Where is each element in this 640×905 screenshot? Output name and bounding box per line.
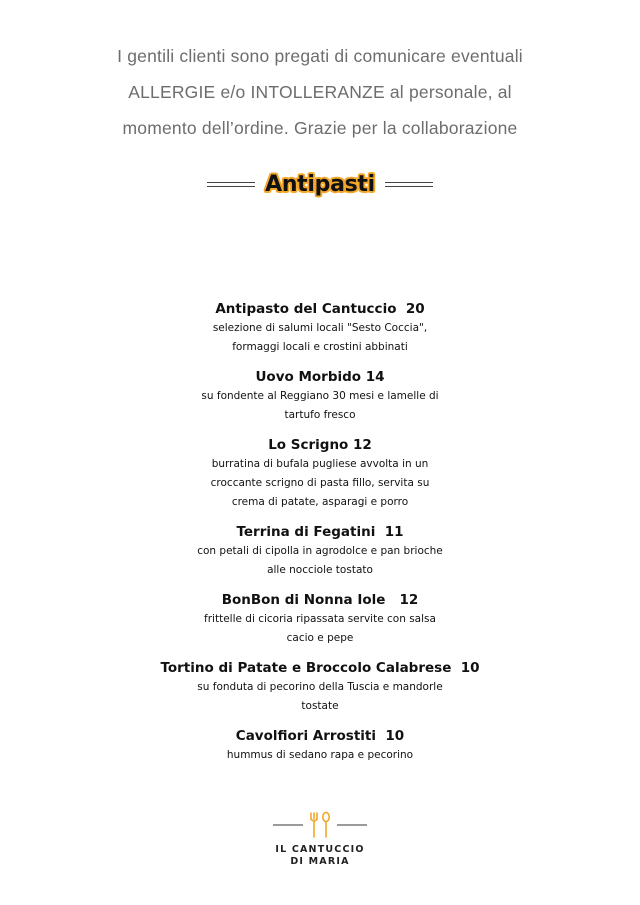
- menu-item-name: Terrina di Fegatini 11: [236, 524, 404, 540]
- menu-item-description-line: formaggi locali e crostini abbinati: [232, 341, 408, 353]
- allergy-notice-line: momento dell’ordine. Grazie per la collaborazione: [122, 118, 518, 138]
- allergy-notice-line: I gentili clienti sono pregati di comunicare eventuali: [117, 46, 523, 66]
- menu-item-name: Cavolfiori Arrostiti 10: [235, 728, 405, 744]
- allergy-notice: [40, 38, 600, 146]
- menu-item: [120, 299, 520, 357]
- menu-item-description: [120, 610, 520, 648]
- menu-item-name: Uovo Morbido 14: [255, 369, 385, 385]
- menu-item-description: [120, 319, 520, 357]
- menu-item-description: [120, 746, 520, 765]
- menu-item: [120, 367, 520, 425]
- menu-item: [120, 726, 520, 765]
- section-rule-right: [385, 182, 433, 187]
- logo-line-left: [273, 824, 303, 827]
- menu-list: [120, 299, 520, 775]
- fork-spoon-icon: [307, 811, 333, 839]
- menu-item: [120, 435, 520, 512]
- menu-item-description-line: con petali di cipolla in agrodolce e pan brioche: [197, 545, 443, 557]
- menu-item-description-line: frittelle di cicoria ripassata servite con salsa: [204, 613, 436, 625]
- menu-item-description-line: cacio e pepe: [286, 632, 354, 644]
- menu-item-description-line: tostate: [301, 700, 339, 712]
- menu-item-description-line: su fonduta di pecorino della Tuscia e mandorle: [197, 681, 443, 693]
- menu-item: [120, 522, 520, 580]
- menu-item: [120, 658, 520, 716]
- section-header: [0, 172, 640, 197]
- allergy-notice-line: ALLERGIE e/o INTOLLERANZE al personale, al: [128, 82, 512, 102]
- menu-item-description-line: hummus di sedano rapa e pecorino: [226, 749, 414, 761]
- menu-item-description-line: burratina di bufala pugliese avvolta in un: [211, 458, 429, 470]
- logo-line-right: [337, 824, 367, 827]
- logo-text: [0, 844, 640, 868]
- menu-item-description: [120, 678, 520, 716]
- logo-text-line: DI MARIA: [290, 856, 350, 867]
- menu-item-description-line: su fondente al Reggiano 30 mesi e lamelle di: [201, 390, 439, 402]
- menu-item-description-line: tartufo fresco: [284, 409, 356, 421]
- menu-item-description-line: alle nocciole tostato: [267, 564, 373, 576]
- menu-item-description: [120, 455, 520, 512]
- menu-item: [120, 590, 520, 648]
- menu-item-name: Antipasto del Cantuccio 20: [215, 301, 425, 317]
- menu-item-description-line: selezione di salumi locali "Sesto Coccia",: [212, 322, 428, 334]
- menu-item-name: BonBon di Nonna Iole 12: [221, 592, 419, 608]
- menu-item-name: Tortino di Patate e Broccolo Calabrese 10: [160, 660, 480, 676]
- menu-item-description: [120, 387, 520, 425]
- menu-item-description-line: crema di patate, asparagi e porro: [231, 496, 409, 508]
- section-title: Antipasti: [265, 172, 375, 197]
- menu-item-name: Lo Scrigno 12: [268, 437, 372, 453]
- logo-text-line: IL CANTUCCIO: [275, 844, 365, 855]
- section-rule-left: [207, 182, 255, 187]
- menu-item-description-line: croccante scrigno di pasta fillo, servita su: [210, 477, 430, 489]
- restaurant-logo: [0, 810, 640, 868]
- menu-item-description: [120, 542, 520, 580]
- logo-mark: [0, 810, 640, 840]
